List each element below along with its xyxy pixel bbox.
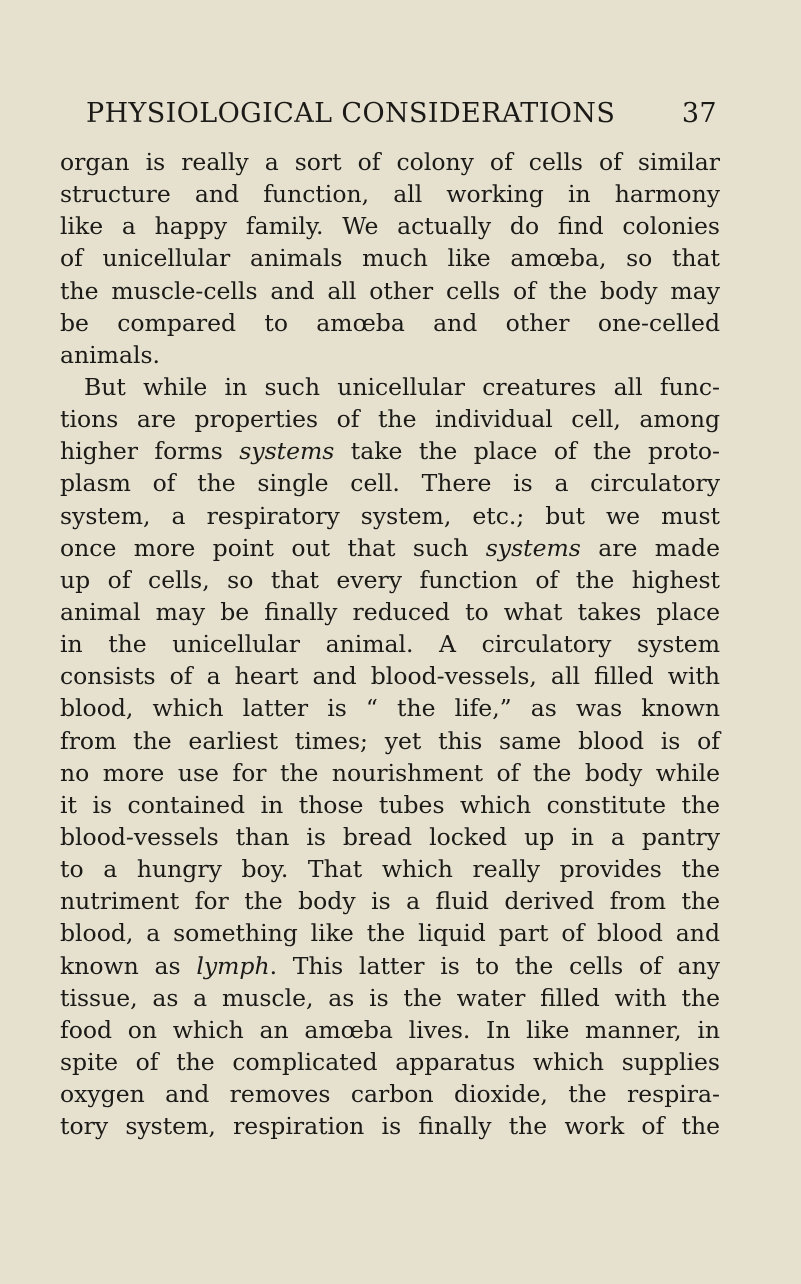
italic-term: lymph: [196, 951, 270, 980]
text-line: blood, a something like the liquid part of blood and: [60, 919, 720, 948]
text-line: no more use for the nourishment of the body while: [60, 758, 720, 787]
italic-term: systems: [239, 437, 335, 466]
text-line: tions are properties of the individual cell, among: [60, 405, 720, 434]
text-line: nutriment for the body is a fluid derived from the: [60, 887, 720, 916]
text-line: of unicellular animals much like amœba, so that: [60, 244, 720, 273]
text-line: tory system, respiration is finally the work of the: [60, 1112, 720, 1141]
text-line: blood, which latter is “ the life,” as was known: [60, 694, 720, 723]
text-line: the muscle-cells and all other cells of the body may: [60, 276, 720, 305]
text-line: like a happy family. We actually do find colonies: [60, 212, 720, 241]
text-line: food on which an amœba lives. In like manner, in: [60, 1015, 720, 1044]
text-line: from the earliest times; yet this same blood is of: [60, 726, 720, 755]
text-line: in the unicellular animal. A circulatory system: [60, 630, 720, 659]
body-text: [60, 146, 720, 1142]
text-line: structure and function, all working in harmony: [60, 180, 720, 209]
text-line: system, a respiratory system, etc.; but we must: [60, 501, 720, 530]
page-number: 37: [681, 98, 717, 129]
text-line: higher forms systems take the place of the proto-: [60, 437, 720, 466]
text-line: be compared to amœba and other one-celled: [60, 308, 720, 337]
text-line: to a hungry boy. That which really provides the: [60, 855, 720, 884]
text-line: it is contained in those tubes which constitute the: [60, 790, 720, 819]
text-line: tissue, as a muscle, as is the water filled with the: [60, 983, 720, 1012]
italic-term: systems: [485, 533, 581, 562]
text-line: animal may be finally reduced to what takes place: [60, 597, 720, 626]
text-line: organ is really a sort of colony of cells of similar: [60, 148, 720, 176]
text-line: consists of a heart and blood-vessels, all filled with: [60, 662, 720, 691]
running-head: [86, 98, 717, 138]
running-head-title: PHYSIOLOGICAL CONSIDERATIONS: [86, 98, 616, 129]
text-line: once more point out that such systems are made: [60, 533, 720, 562]
text-line: plasm of the single cell. There is a circulatory: [60, 469, 720, 498]
text-line: blood-vessels than is bread locked up in a pantry: [60, 822, 720, 851]
text-line: spite of the complicated apparatus which supplies: [60, 1047, 720, 1076]
text-line: oxygen and removes carbon dioxide, the respira-: [60, 1080, 720, 1109]
text-line: up of cells, so that every function of the highest: [60, 565, 720, 594]
paragraph-first-line: But while in such unicellular creatures all func-: [84, 372, 720, 401]
text-line: known as lymph. This latter is to the cells of any: [60, 951, 720, 980]
text-line: animals.: [60, 340, 161, 369]
